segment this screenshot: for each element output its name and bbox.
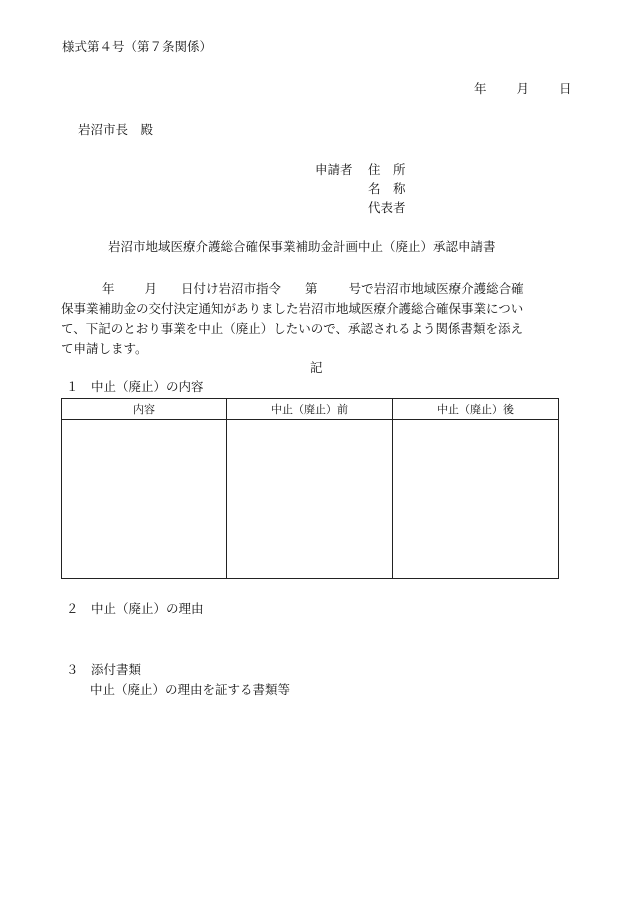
- content-table: [61, 398, 559, 579]
- date-day-label: 日: [559, 81, 572, 96]
- section-2-heading: ２ 中止（廃止）の理由: [66, 601, 204, 616]
- table-header-content: 内容: [62, 399, 227, 420]
- addressee: 岩沼市長 殿: [78, 122, 154, 137]
- body-line-1: 年 月 日付け岩沼市指令 第 号で岩沼市地域医療介護総合確: [102, 281, 524, 296]
- applicant-label: 申請者: [315, 162, 353, 177]
- table-header-row: [62, 399, 559, 420]
- body-line-4: て申請します。: [61, 341, 148, 356]
- body-line-2: 保事業補助金の交付決定通知がありました岩沼市地域医療介護総合確保事業につい: [61, 301, 524, 316]
- section-1-heading: １ 中止（廃止）の内容: [66, 379, 204, 394]
- table-header-before: 中止（廃止）前: [227, 399, 393, 420]
- applicant-name-label: 名 称: [368, 181, 406, 196]
- ki-heading: 記: [310, 360, 323, 375]
- attachment-item: 中止（廃止）の理由を証する書類等: [90, 682, 291, 697]
- applicant-representative-label: 代表者: [368, 200, 406, 215]
- document-title: 岩沼市地域医療介護総合確保事業補助金計画中止（廃止）承認申請書: [108, 239, 496, 254]
- section-3-heading: ３ 添付書類: [66, 662, 142, 677]
- table-header-after: 中止（廃止）後: [393, 399, 559, 420]
- date-month-label: 月: [516, 81, 530, 96]
- form-number: 様式第４号（第７条関係）: [62, 39, 213, 54]
- body-line-3: て、下記のとおり事業を中止（廃止）したいので、承認されるよう関係書類を添え: [61, 321, 524, 336]
- table-cell-after: [393, 420, 559, 579]
- table-cell-content: [62, 420, 227, 579]
- date-year-label: 年: [474, 81, 487, 96]
- body-paragraph: [61, 279, 571, 359]
- table-row: [62, 420, 559, 579]
- date-line: [474, 83, 572, 96]
- applicant-address-label: 住 所: [368, 162, 406, 177]
- table-cell-before: [227, 420, 393, 579]
